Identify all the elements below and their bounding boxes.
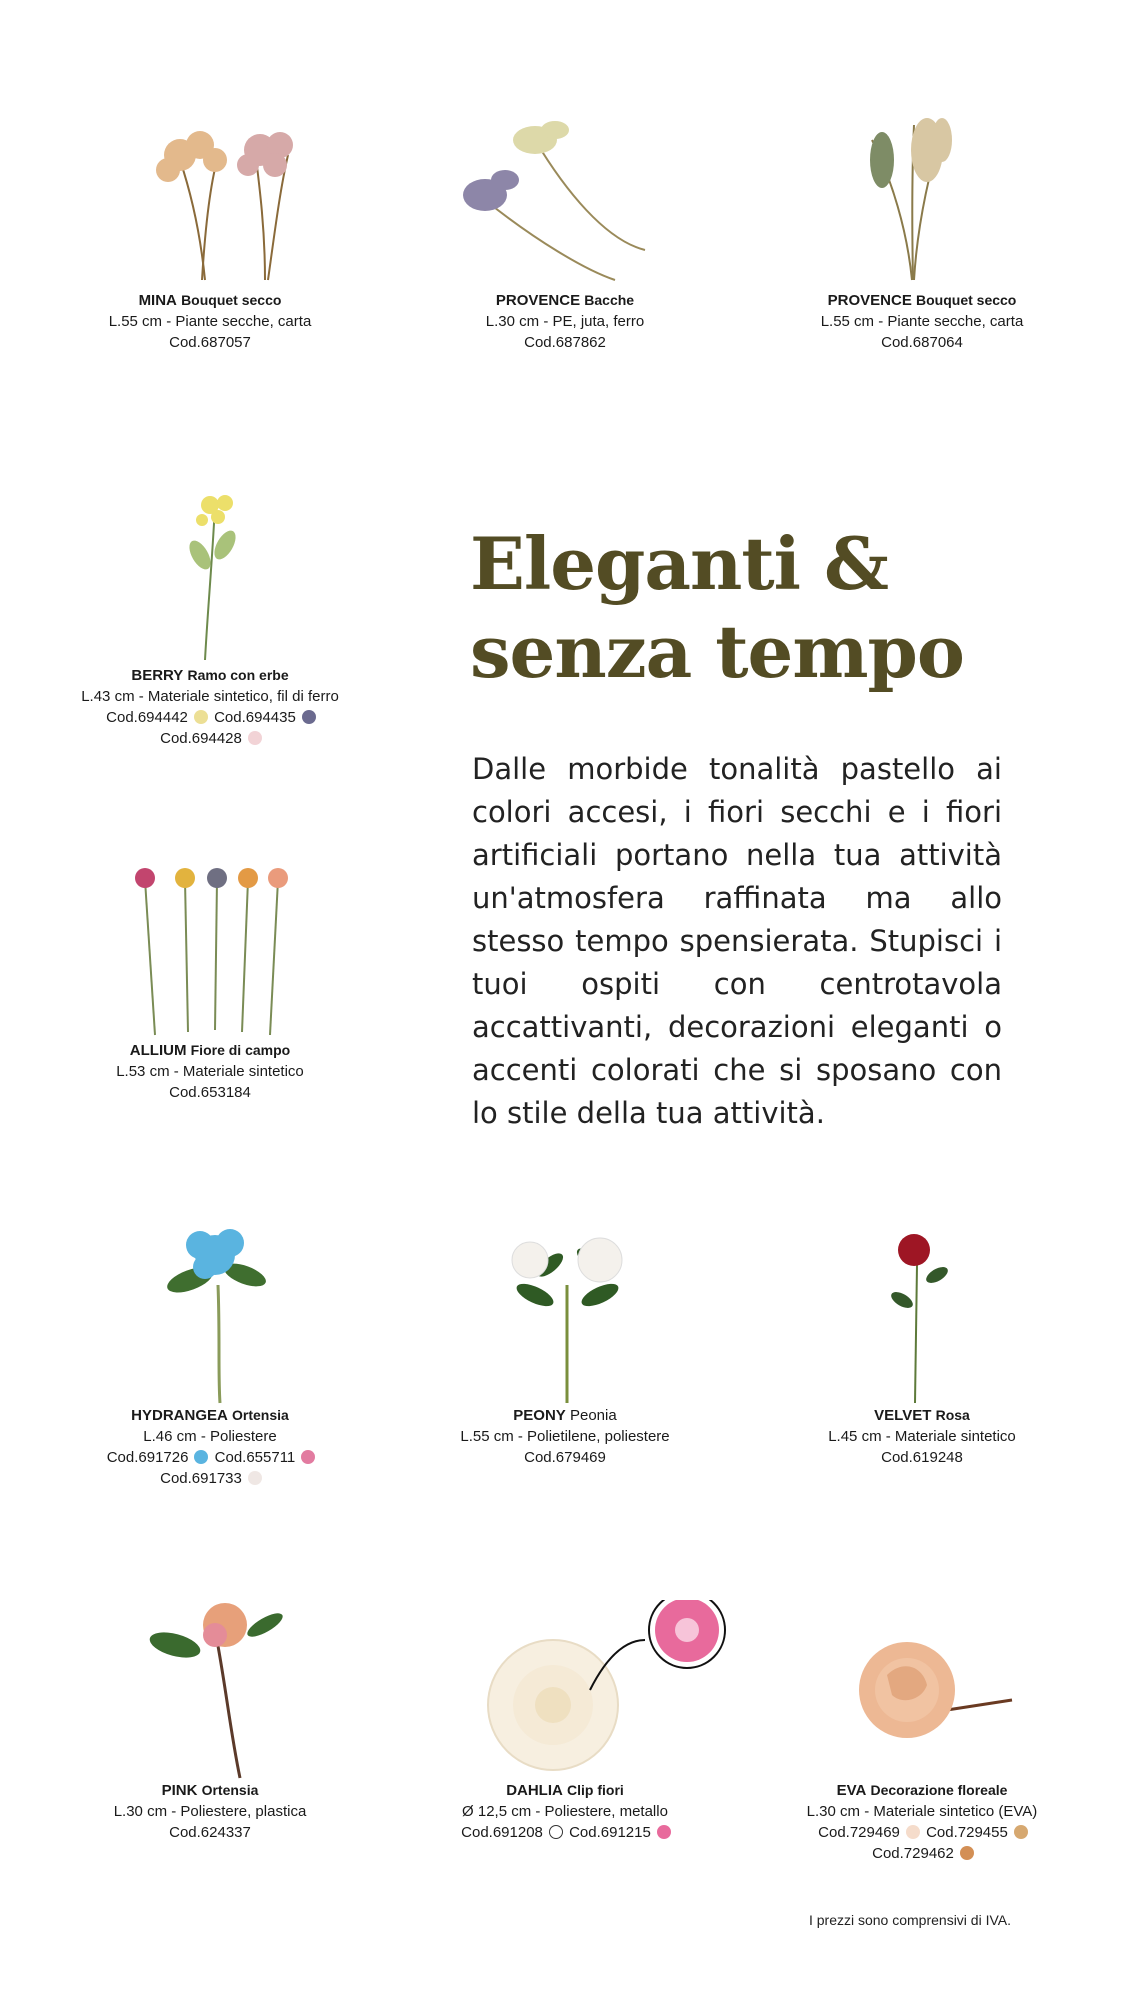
product-spec: Ø 12,5 cm - Poliestere, metallo (462, 1803, 668, 1820)
product-allium[interactable] (30, 860, 390, 1103)
product-spec: L.55 cm - Polietilene, poliestere (460, 1428, 670, 1445)
color-swatch-cream (906, 1825, 920, 1839)
product-code: Cod.729455 (926, 1824, 1008, 1841)
pink-hydrangea-image (30, 1600, 390, 1780)
product-mina[interactable] (30, 110, 390, 353)
product-provence-bacche[interactable] (385, 110, 745, 353)
product-code: Cod.691208 (461, 1824, 543, 1841)
product-name: HYDRANGEA (131, 1407, 228, 1424)
product-pink[interactable] (30, 1600, 390, 1843)
product-code: Cod.679469 (524, 1449, 606, 1466)
product-code: Cod.729462 (872, 1845, 954, 1862)
product-type: Decorazione floreale (870, 1782, 1008, 1798)
product-name: MINA (138, 292, 177, 309)
dahlia-clip-image (385, 1600, 745, 1780)
color-swatch-pink (657, 1825, 671, 1839)
product-name: VELVET (874, 1407, 932, 1424)
product-provence-bouquet[interactable] (742, 110, 1102, 353)
velvet-rose-image (742, 1225, 1102, 1405)
berry-branch-image (30, 485, 390, 665)
hydrangea-image (30, 1225, 390, 1405)
product-spec: L.46 cm - Poliestere (143, 1428, 277, 1445)
product-code: Cod.691733 (160, 1470, 242, 1487)
product-spec: L.43 cm - Materiale sintetico, fil di ferro (81, 688, 339, 705)
color-swatch-white (248, 1471, 262, 1485)
product-spec: L.45 cm - Materiale sintetico (828, 1428, 1016, 1445)
product-code: Cod.655711 (214, 1449, 296, 1466)
product-spec: L.55 cm - Piante secche, carta (108, 313, 312, 330)
product-name: PROVENCE (827, 292, 912, 309)
product-type: Ramo con erbe (187, 667, 289, 683)
color-swatch-pink (301, 1450, 315, 1464)
product-code: Cod.653184 (169, 1084, 251, 1101)
allium-flowers-image (30, 860, 390, 1040)
product-hydrangea[interactable] (30, 1225, 390, 1489)
title-line-1: Eleganti & (470, 521, 889, 606)
intro-paragraph: Dalle morbide tonalità pastello ai colori accesi, i fiori secchi e i fiori artificiali portano nella tua attività un'atmosfera raffinata ma allo stesso tempo spensierata. Stupisci i tuoi ospiti con centrotavola accattivanti, decorazioni eleganti o accenti colorati che si sposano con lo stile della tua attività. (472, 752, 1002, 1130)
product-type: Fiore di campo (190, 1042, 291, 1058)
product-code: Cod.729469 (818, 1824, 900, 1841)
product-name: EVA (836, 1782, 867, 1799)
product-velvet[interactable] (742, 1225, 1102, 1468)
product-code: Cod.694428 (160, 730, 242, 747)
product-code: Cod.694435 (214, 709, 296, 726)
color-swatch-purple (302, 710, 316, 724)
product-dahlia[interactable] (385, 1600, 745, 1843)
title-line-2: senza tempo (470, 609, 964, 694)
provence-bacche-image (385, 110, 745, 290)
product-type: Bacche (584, 292, 635, 308)
product-spec: L.53 cm - Materiale sintetico (116, 1063, 304, 1080)
product-spec: L.30 cm - Materiale sintetico (EVA) (806, 1803, 1038, 1820)
color-swatch-pink (248, 731, 262, 745)
product-code: Cod.687064 (881, 334, 963, 351)
product-code: Cod.619248 (881, 1449, 963, 1466)
mina-bouquet-image (30, 110, 390, 290)
product-name: DAHLIA (506, 1782, 563, 1799)
product-spec: L.30 cm - PE, juta, ferro (485, 313, 645, 330)
product-type: Clip fiori (567, 1782, 624, 1798)
product-code: Cod.687057 (169, 334, 251, 351)
product-type: Ortensia (201, 1782, 259, 1798)
color-swatch-yellow (194, 710, 208, 724)
product-name: ALLIUM (129, 1042, 187, 1059)
color-swatch-orange (960, 1846, 974, 1860)
product-type: Bouquet secco (916, 292, 1017, 308)
eva-flower-image (742, 1600, 1102, 1780)
color-swatch-tan (1014, 1825, 1028, 1839)
product-code: Cod.694442 (106, 709, 188, 726)
product-peony[interactable] (385, 1225, 745, 1468)
product-spec: L.55 cm - Piante secche, carta (820, 313, 1024, 330)
product-code: Cod.691726 (106, 1449, 189, 1466)
product-code: Cod.624337 (169, 1824, 251, 1841)
color-swatch-white (549, 1825, 563, 1839)
product-code: Cod.691215 (569, 1824, 651, 1841)
provence-bouquet-image (742, 110, 1102, 290)
product-name: BERRY (131, 667, 184, 684)
color-swatch-blue (194, 1450, 208, 1464)
vat-note: I prezzi sono comprensivi di IVA. (808, 1912, 1012, 1928)
product-type: Peonia (569, 1407, 617, 1424)
product-spec: L.30 cm - Poliestere, plastica (113, 1803, 307, 1820)
product-berry[interactable] (30, 485, 390, 749)
product-code: Cod.687862 (524, 334, 606, 351)
page-title (470, 520, 1030, 696)
product-type: Bouquet secco (181, 292, 282, 308)
product-name: PEONY (513, 1407, 566, 1424)
product-type: Rosa (935, 1407, 970, 1423)
product-name: PROVENCE (495, 292, 581, 309)
product-eva[interactable] (742, 1600, 1102, 1864)
product-type: Ortensia (232, 1407, 289, 1423)
product-name: PINK (161, 1782, 198, 1799)
peony-image (385, 1225, 745, 1405)
